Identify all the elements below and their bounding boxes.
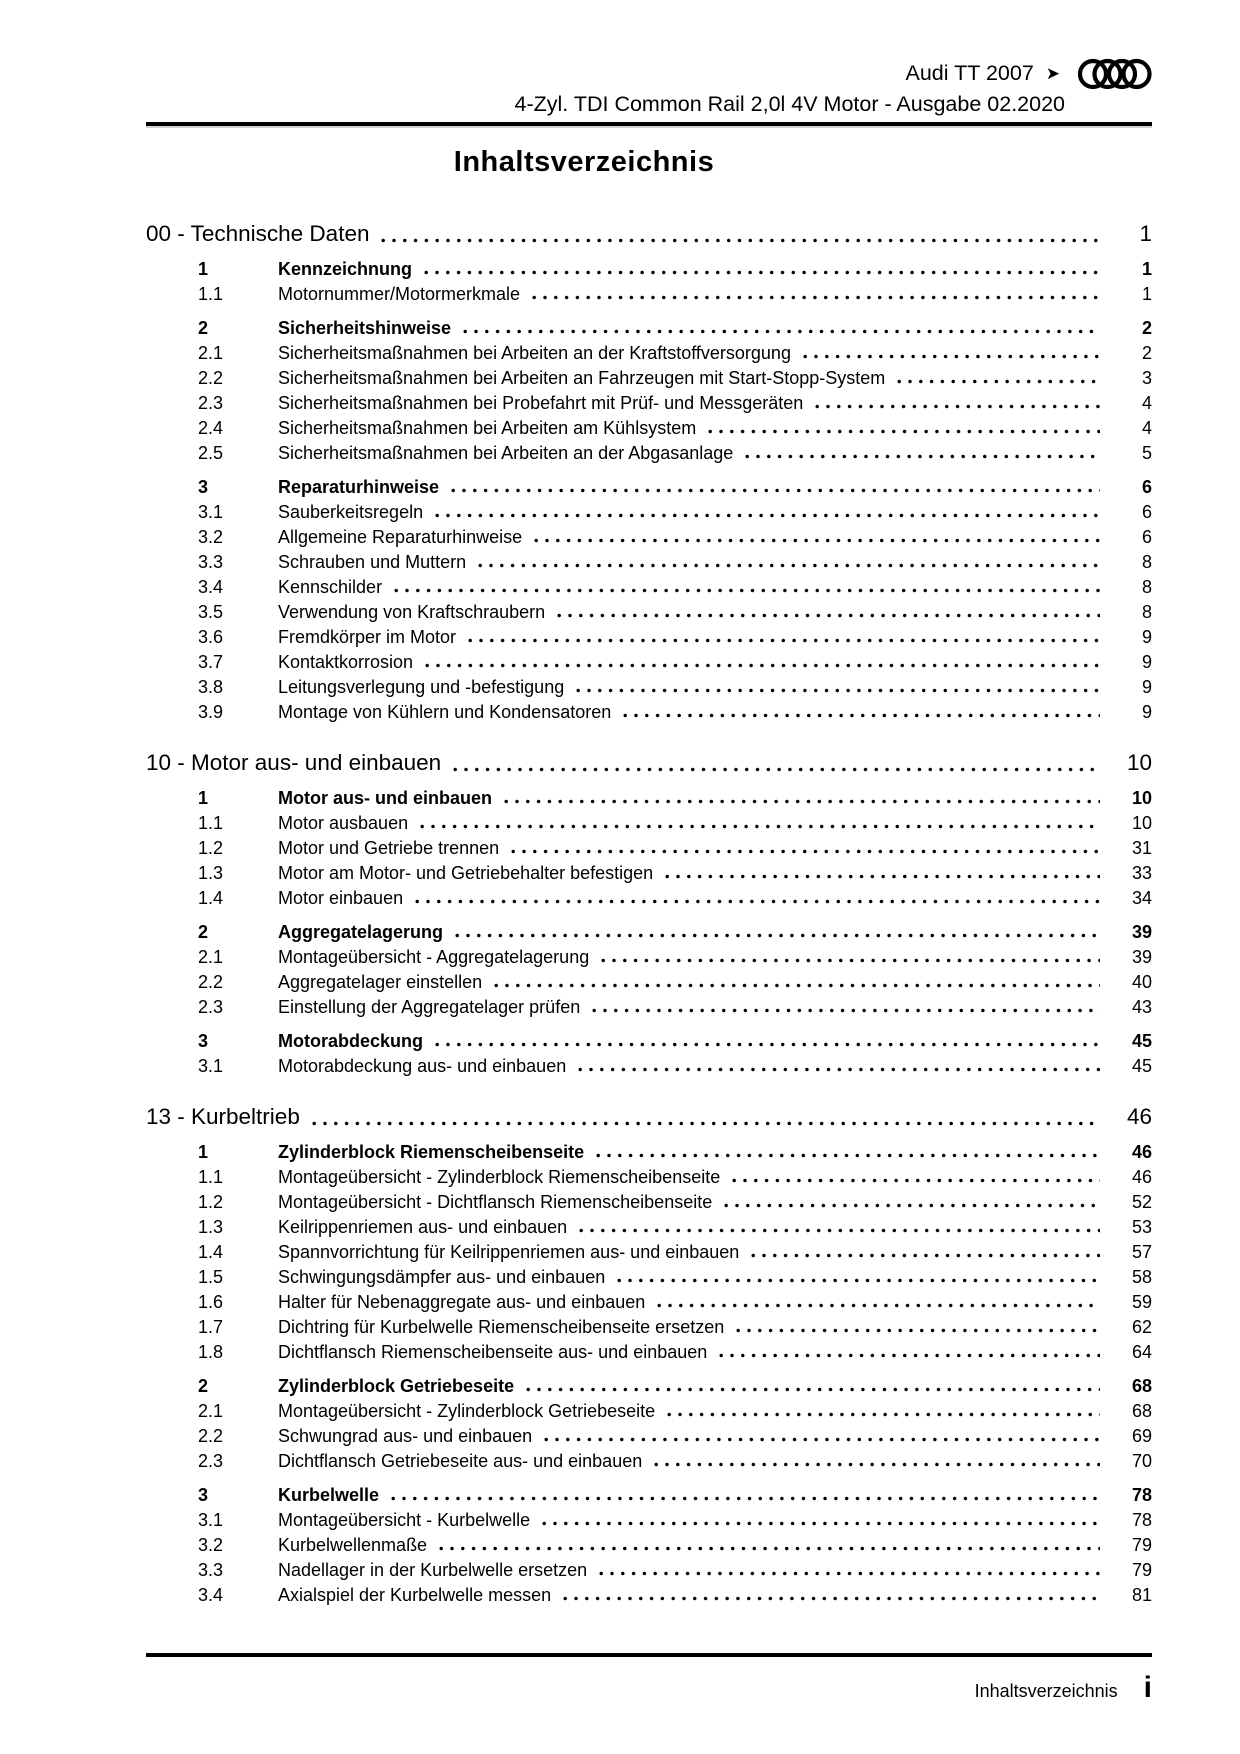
entry-number: 1.2 [198,1192,224,1212]
entry-number: 2 [198,318,209,338]
entry-number: 1.3 [198,863,224,883]
dot-leader [596,1153,1100,1158]
entry-label: Motor ausbauen [278,813,409,833]
entry-number: 3 [198,477,209,497]
entry-page-number: 46 [1131,1167,1152,1187]
toc-entry-row [146,920,1152,945]
entry-label: Allgemeine Reparaturhinweise [278,527,523,547]
entry-page-number: 6 [1141,477,1152,497]
dot-leader [578,1067,1100,1072]
dot-leader [312,1121,1100,1126]
entry-label: Sauberkeitsregeln [278,502,424,522]
toc-entry-row [146,1190,1152,1215]
entry-label: Reparaturhinweise [278,477,440,497]
entry-number: 2.1 [198,343,224,363]
entry-label: Dichtring für Kurbelwelle Riemenscheibenseite ersetzen [278,1317,725,1337]
entry-label: Dichtflansch Getriebeseite aus- und einbauen [278,1451,643,1471]
entry-number: 3.4 [198,577,224,597]
entry-number: 1.8 [198,1342,224,1362]
entry-number: 2 [198,1376,209,1396]
chapter-page-number: 1 [1139,221,1152,246]
dot-leader [453,767,1100,772]
entry-page-number: 9 [1141,652,1152,672]
entry-number: 2.2 [198,1426,224,1446]
entry-label: Motorabdeckung aus- und einbauen [278,1056,567,1076]
dot-leader [532,295,1100,300]
entry-label: Schwungrad aus- und einbauen [278,1426,533,1446]
dot-leader [526,1387,1100,1392]
entry-label: Sicherheitsmaßnahmen bei Arbeiten an der Abgasanlage [278,443,734,463]
dot-leader [719,1353,1100,1358]
dot-leader [463,329,1100,334]
toc-entry-row [146,1140,1152,1165]
brand-line [146,58,1152,90]
toc-entry-row [146,341,1152,366]
entry-page-number: 59 [1131,1292,1152,1312]
entry-page-number: 2 [1141,318,1152,338]
toc-entry-row [146,257,1152,282]
entry-label: Montage von Kühlern und Kondensatoren [278,702,612,722]
entry-page-number: 39 [1131,922,1152,942]
entry-page-number: 58 [1131,1267,1152,1287]
dot-leader [592,1008,1100,1013]
entry-page-number: 70 [1131,1451,1152,1471]
entry-page-number: 10 [1131,813,1152,833]
entry-page-number: 46 [1131,1142,1152,1162]
entry-label: Sicherheitsmaßnahmen bei Arbeiten an der Kraftstoffversorgung [278,343,791,363]
dot-leader [381,238,1100,243]
toc-entry-row [146,786,1152,811]
entry-number: 3.1 [198,1510,224,1530]
entry-number: 2.3 [198,1451,224,1471]
entry-label: Axialspiel der Kurbelwelle messen [278,1585,552,1605]
entry-number: 1.3 [198,1217,224,1237]
entry-label: Montageübersicht - Zylinderblock Riemenscheibenseite [278,1167,721,1187]
dot-leader [724,1203,1100,1208]
entry-page-number: 40 [1131,972,1152,992]
toc-entry-row [146,1240,1152,1265]
brand-text [906,60,1061,88]
entry-page-number: 45 [1131,1056,1152,1076]
entry-number: 2.5 [198,443,224,463]
entry-page-number: 78 [1131,1485,1152,1505]
entry-number: 2.3 [198,393,224,413]
dot-leader [708,429,1100,434]
entry-label: Dichtflansch Riemenscheibenseite aus- und einbauen [278,1342,708,1362]
toc-entry-row [146,995,1152,1020]
page-footer [146,1653,1152,1703]
entry-number: 3.5 [198,602,224,622]
dot-leader [576,688,1100,693]
entry-page-number: 8 [1141,602,1152,622]
entry-page-number: 34 [1131,888,1152,908]
entry-number: 1.6 [198,1292,224,1312]
entry-number: 1.1 [198,284,224,304]
entry-label: Sicherheitshinweise [278,318,452,338]
chapter-label: 13 - Kurbeltrieb [146,1104,300,1129]
dot-leader [732,1178,1100,1183]
toc-entry-row [146,861,1152,886]
entry-number: 3.6 [198,627,224,647]
chapter-page-number: 10 [1126,750,1152,775]
entry-label: Zylinderblock Riemenscheibenseite [278,1142,585,1162]
entry-page-number: 9 [1141,627,1152,647]
entry-page-number: 9 [1141,677,1152,697]
toc-entry-row [146,500,1152,525]
entry-label: Zylinderblock Getriebeseite [278,1376,515,1396]
toc-entry-row [146,416,1152,441]
entry-number: 3.3 [198,1560,224,1580]
entry-page-number: 8 [1141,552,1152,572]
entry-page-number: 3 [1141,368,1152,388]
toc-entry-row [146,1483,1152,1508]
entry-label: Fremdkörper im Motor [278,627,457,647]
entry-page-number: 68 [1131,1376,1152,1396]
entry-number: 3.7 [198,652,224,672]
toc-entry-row [146,700,1152,725]
entry-page-number: 6 [1141,527,1152,547]
dot-leader [511,849,1100,854]
entry-label: Schrauben und Muttern [278,552,467,572]
dot-leader [815,404,1100,409]
dot-leader [435,1042,1100,1047]
toc-entry-row [146,366,1152,391]
entry-number: 2.3 [198,997,224,1017]
toc-entry-row [146,600,1152,625]
toc-entry-row [146,970,1152,995]
toc-entry-row [146,316,1152,341]
brand-model-label: Audi TT 2007 [905,61,1034,85]
dot-leader [391,1496,1100,1501]
entry-page-number: 81 [1131,1585,1152,1605]
dot-leader [494,983,1100,988]
toc-entry-row [146,836,1152,861]
toc-entry-row [146,575,1152,600]
toc-entry-row [146,1508,1152,1533]
entry-number: 3.4 [198,1585,224,1605]
footer-label: Inhaltsverzeichnis [974,1681,1118,1701]
entry-number: 2.1 [198,947,224,967]
toc-entry-row [146,1533,1152,1558]
dot-leader [435,513,1100,518]
dot-leader [394,588,1100,593]
entry-page-number: 68 [1131,1401,1152,1421]
entry-label: Aggregatelagerung [278,922,444,942]
toc-chapter-row [146,220,1152,248]
dot-leader [745,454,1100,459]
entry-page-number: 2 [1141,343,1152,363]
header-subtitle: 4-Zyl. TDI Common Rail 2,0l 4V Motor - Ausgabe 02.2020 [514,92,1065,116]
toc-entry-row [146,1340,1152,1365]
entry-page-number: 52 [1131,1192,1152,1212]
entry-number: 1.4 [198,1242,224,1262]
entry-label: Motor am Motor- und Getriebehalter befestigen [278,863,654,883]
entry-label: Kennzeichnung [278,259,412,279]
toc-entry-row [146,675,1152,700]
dot-leader [803,354,1100,359]
entry-number: 1.2 [198,838,224,858]
entry-number: 1.4 [198,888,224,908]
toc-entry-row [146,1449,1152,1474]
entry-page-number: 31 [1131,838,1152,858]
entry-number: 3.1 [198,502,224,522]
entry-page-number: 62 [1131,1317,1152,1337]
dot-leader [468,638,1100,643]
entry-number: 1.1 [198,813,224,833]
entry-page-number: 33 [1131,863,1152,883]
entry-label: Kurbelwellenmaße [278,1535,428,1555]
entry-number: 3.2 [198,1535,224,1555]
entry-label: Verwendung von Kraftschraubern [278,602,546,622]
toc-entry-row [146,1290,1152,1315]
dot-leader [736,1328,1100,1333]
dot-leader [557,613,1100,618]
audi-rings-icon [1077,58,1152,90]
arrow-right-icon: ➤ [1045,64,1060,83]
entry-page-number: 9 [1141,702,1152,722]
dot-leader [563,1596,1100,1601]
dot-leader [599,1571,1100,1576]
entry-number: 2.1 [198,1401,224,1421]
toc-entry-row [146,550,1152,575]
entry-page-number: 1 [1141,259,1152,279]
dot-leader [654,1462,1100,1467]
entry-label: Nadellager in der Kurbelwelle ersetzen [278,1560,588,1580]
entry-label: Montageübersicht - Dichtflansch Riemenscheibenseite [278,1192,713,1212]
entry-label: Keilrippenriemen aus- und einbauen [278,1217,568,1237]
chapter-label: 00 - Technische Daten [146,221,370,246]
toc-chapter [146,749,1152,1079]
entry-page-number: 53 [1131,1217,1152,1237]
toc-entry-row [146,1374,1152,1399]
toc-chapter-row [146,1103,1152,1131]
header-divider [146,122,1152,126]
entry-number: 2.2 [198,368,224,388]
toc-entry-row [146,811,1152,836]
dot-leader [897,379,1100,384]
entry-number: 1.1 [198,1167,224,1187]
dot-leader [425,663,1100,668]
entry-number: 2 [198,922,209,942]
toc-entry-row [146,945,1152,970]
entry-label: Montageübersicht - Kurbelwelle [278,1510,531,1530]
toc-entry-row [146,1054,1152,1079]
dot-leader [478,563,1100,568]
toc-entry-row [146,525,1152,550]
dot-leader [451,488,1100,493]
entry-page-number: 5 [1141,443,1152,463]
toc-entry-row [146,1399,1152,1424]
entry-page-number: 43 [1131,997,1152,1017]
entry-page-number: 79 [1131,1560,1152,1580]
entry-label: Motor aus- und einbauen [278,788,492,808]
chapter-page-number: 46 [1126,1104,1152,1129]
entry-number: 2.4 [198,418,224,438]
dot-leader [623,713,1100,718]
toc-chapter [146,220,1152,725]
entry-page-number: 6 [1141,502,1152,522]
toc [146,196,1152,1608]
entry-label: Halter für Nebenaggregate aus- und einbauen [278,1292,646,1312]
entry-label: Aggregatelager einstellen [278,972,483,992]
entry-number: 1 [198,788,209,808]
page-header [146,58,1152,126]
dot-leader [657,1303,1100,1308]
entry-number: 1.7 [198,1317,224,1337]
entry-label: Montageübersicht - Aggregatelagerung [278,947,590,967]
entry-page-number: 4 [1141,418,1152,438]
entry-page-number: 69 [1131,1426,1152,1446]
dot-leader [601,958,1100,963]
dot-leader [665,874,1100,879]
entry-label: Sicherheitsmaßnahmen bei Arbeiten an Fahrzeugen mit Start-Stopp-System [278,368,886,388]
toc-entry-row [146,475,1152,500]
entry-label: Sicherheitsmaßnahmen bei Probefahrt mit Prüf- und Messgeräten [278,393,804,413]
toc-entry-row [146,1315,1152,1340]
title-wrap [146,146,1152,179]
entry-number: 1 [198,259,209,279]
entry-label: Motor einbauen [278,888,404,908]
entry-number: 3.8 [198,677,224,697]
entry-label: Schwingungsdämpfer aus- und einbauen [278,1267,606,1287]
entry-number: 3.9 [198,702,224,722]
toc-entry-row [146,1029,1152,1054]
toc-entry-row [146,650,1152,675]
entry-page-number: 79 [1131,1535,1152,1555]
entry-label: Motor und Getriebe trennen [278,838,500,858]
entry-number: 1.5 [198,1267,224,1287]
dot-leader [544,1437,1100,1442]
entry-number: 3.3 [198,552,224,572]
entry-number: 3.2 [198,527,224,547]
dot-leader [415,899,1100,904]
entry-label: Motornummer/Motormerkmale [278,284,521,304]
entry-number: 3 [198,1031,209,1051]
entry-page-number: 64 [1131,1342,1152,1362]
toc-entry-row [146,1558,1152,1583]
toc-entry-row [146,391,1152,416]
footer-line [146,1657,1152,1703]
dot-leader [542,1521,1100,1526]
entry-label: Spannvorrichtung für Keilrippenriemen aus- und einbauen [278,1242,740,1262]
dot-leader [667,1412,1100,1417]
entry-page-number: 45 [1131,1031,1152,1051]
toc-chapter [146,1103,1152,1608]
entry-page-number: 4 [1141,393,1152,413]
toc-entry-row [146,1165,1152,1190]
toc-entry-row [146,282,1152,307]
entry-page-number: 1 [1141,284,1152,304]
entry-page-number: 8 [1141,577,1152,597]
toc-entry-row [146,441,1152,466]
dot-leader [424,270,1100,275]
entry-label: Kontaktkorrosion [278,652,414,672]
entry-label: Sicherheitsmaßnahmen bei Arbeiten am Kühlsystem [278,418,697,438]
toc-entry-row [146,1424,1152,1449]
entry-label: Kennschilder [278,577,383,597]
entry-page-number: 57 [1131,1242,1152,1262]
entry-page-number: 39 [1131,947,1152,967]
dot-leader [579,1228,1100,1233]
dot-leader [617,1278,1100,1283]
entry-label: Montageübersicht - Zylinderblock Getriebeseite [278,1401,656,1421]
dot-leader [420,824,1100,829]
toc-entry-row [146,886,1152,911]
entry-page-number: 10 [1131,788,1152,808]
entry-label: Leitungsverlegung und -befestigung [278,677,565,697]
entry-number: 3 [198,1485,209,1505]
toc-chapter-row [146,749,1152,777]
dot-leader [504,799,1100,804]
entry-label: Kurbelwelle [278,1485,380,1505]
toc-entry-row [146,625,1152,650]
toc-entry-row [146,1583,1152,1608]
entry-label: Einstellung der Aggregatelager prüfen [278,997,581,1017]
entry-number: 2.2 [198,972,224,992]
dot-leader [751,1253,1100,1258]
toc-entry-row [146,1265,1152,1290]
footer-page-number: i [1143,1671,1152,1704]
entry-number: 3.1 [198,1056,224,1076]
toc-entry-row [146,1215,1152,1240]
entry-label: Motorabdeckung [278,1031,424,1051]
dot-leader [534,538,1100,543]
page-title: Inhaltsverzeichnis [453,146,715,178]
dot-leader [455,933,1100,938]
chapter-label: 10 - Motor aus- und einbauen [146,750,442,775]
entry-number: 1 [198,1142,209,1162]
entry-page-number: 78 [1131,1510,1152,1530]
dot-leader [439,1546,1100,1551]
